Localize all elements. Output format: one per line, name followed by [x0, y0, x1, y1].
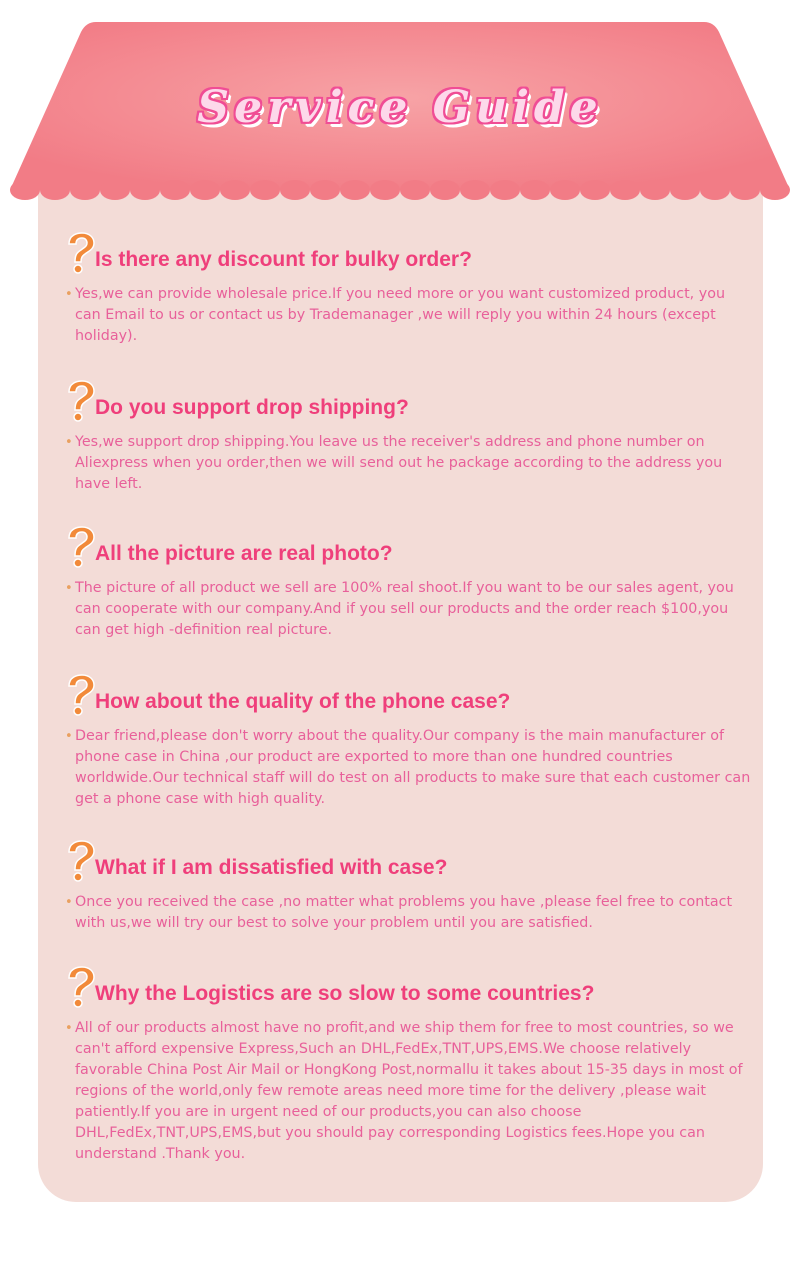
- bullet-dot-icon: •: [65, 729, 73, 744]
- question-mark-icon: [64, 526, 96, 568]
- faq-answer-text: The picture of all product we sell are 100% real shoot.If you want to be our sales agent, you can cooperate with our company.And if you sell our products and the order reach $100,you can get high -definition real picture.: [75, 580, 734, 638]
- question-mark-icon: [64, 674, 96, 716]
- question-mark-icon: [64, 966, 96, 1008]
- bullet-dot-icon: •: [65, 581, 73, 596]
- bullet-dot-icon: •: [65, 1021, 73, 1036]
- faq-answer-text: Once you received the case ,no matter what problems you have ,please feel free to contact with us,we will try our best to solve your problem until you are satisfied.: [75, 894, 733, 931]
- faq-answer: [64, 432, 754, 495]
- faq-question: Why the Logistics are so slow to some countries?: [95, 982, 595, 1005]
- faq-answer-text: Yes,we support drop shipping.You leave us the receiver's address and phone number on Aliexpress when you order,then we will send out he package according to the address you have left.: [75, 434, 723, 492]
- faq-question: All the picture are real photo?: [95, 542, 393, 565]
- faq-question: Do you support drop shipping?: [95, 396, 409, 419]
- question-mark-icon: [64, 232, 96, 274]
- faq-answer: [64, 284, 754, 347]
- question-mark-icon: [64, 840, 96, 882]
- faq-question: Is there any discount for bulky order?: [95, 248, 472, 271]
- bullet-dot-icon: •: [65, 895, 73, 910]
- bullet-dot-icon: •: [65, 435, 73, 450]
- faq-answer: [64, 1018, 754, 1165]
- faq-answer: [64, 726, 754, 810]
- faq-answer-text: Yes,we can provide wholesale price.If you need more or you want customized product, you can Email to us or contact us by Trademanager ,we will reply you within 24 hours (except holiday).: [75, 286, 726, 344]
- page-title: Service Guide: [197, 82, 603, 133]
- faq-question: What if I am dissatisfied with case?: [95, 856, 448, 879]
- faq-answer-text: Dear friend,please don't worry about the quality.Our company is the main manufacturer of phone case in China ,our product are exported to more than one hundred countries worldwide.Our technical staff will do test on all products to make sure that each customer can get a phone case with high quality.: [75, 728, 751, 807]
- faq-answer: [64, 892, 754, 934]
- question-mark-icon: [64, 380, 96, 422]
- faq-question: How about the quality of the phone case?: [95, 690, 511, 713]
- faq-answer: [64, 578, 754, 641]
- faq-answer-text: All of our products almost have no profit,and we ship them for free to most countries, so we can't afford expensive Express,Such an DHL,FedEx,TNT,UPS,EMS.We choose relatively favorable China Post Air Mail or HongKong Post,normallu it takes about 15-35 days in most of regions of the world,only few remote areas need more time for the delivery ,please wait patiently.If you are in urgent need of our products,you can also choose DHL,FedEx,TNT,UPS,EMS,but you should pay corresponding Logistics fees.Hope you can understand .Thank you.: [75, 1020, 743, 1162]
- bullet-dot-icon: •: [65, 287, 73, 302]
